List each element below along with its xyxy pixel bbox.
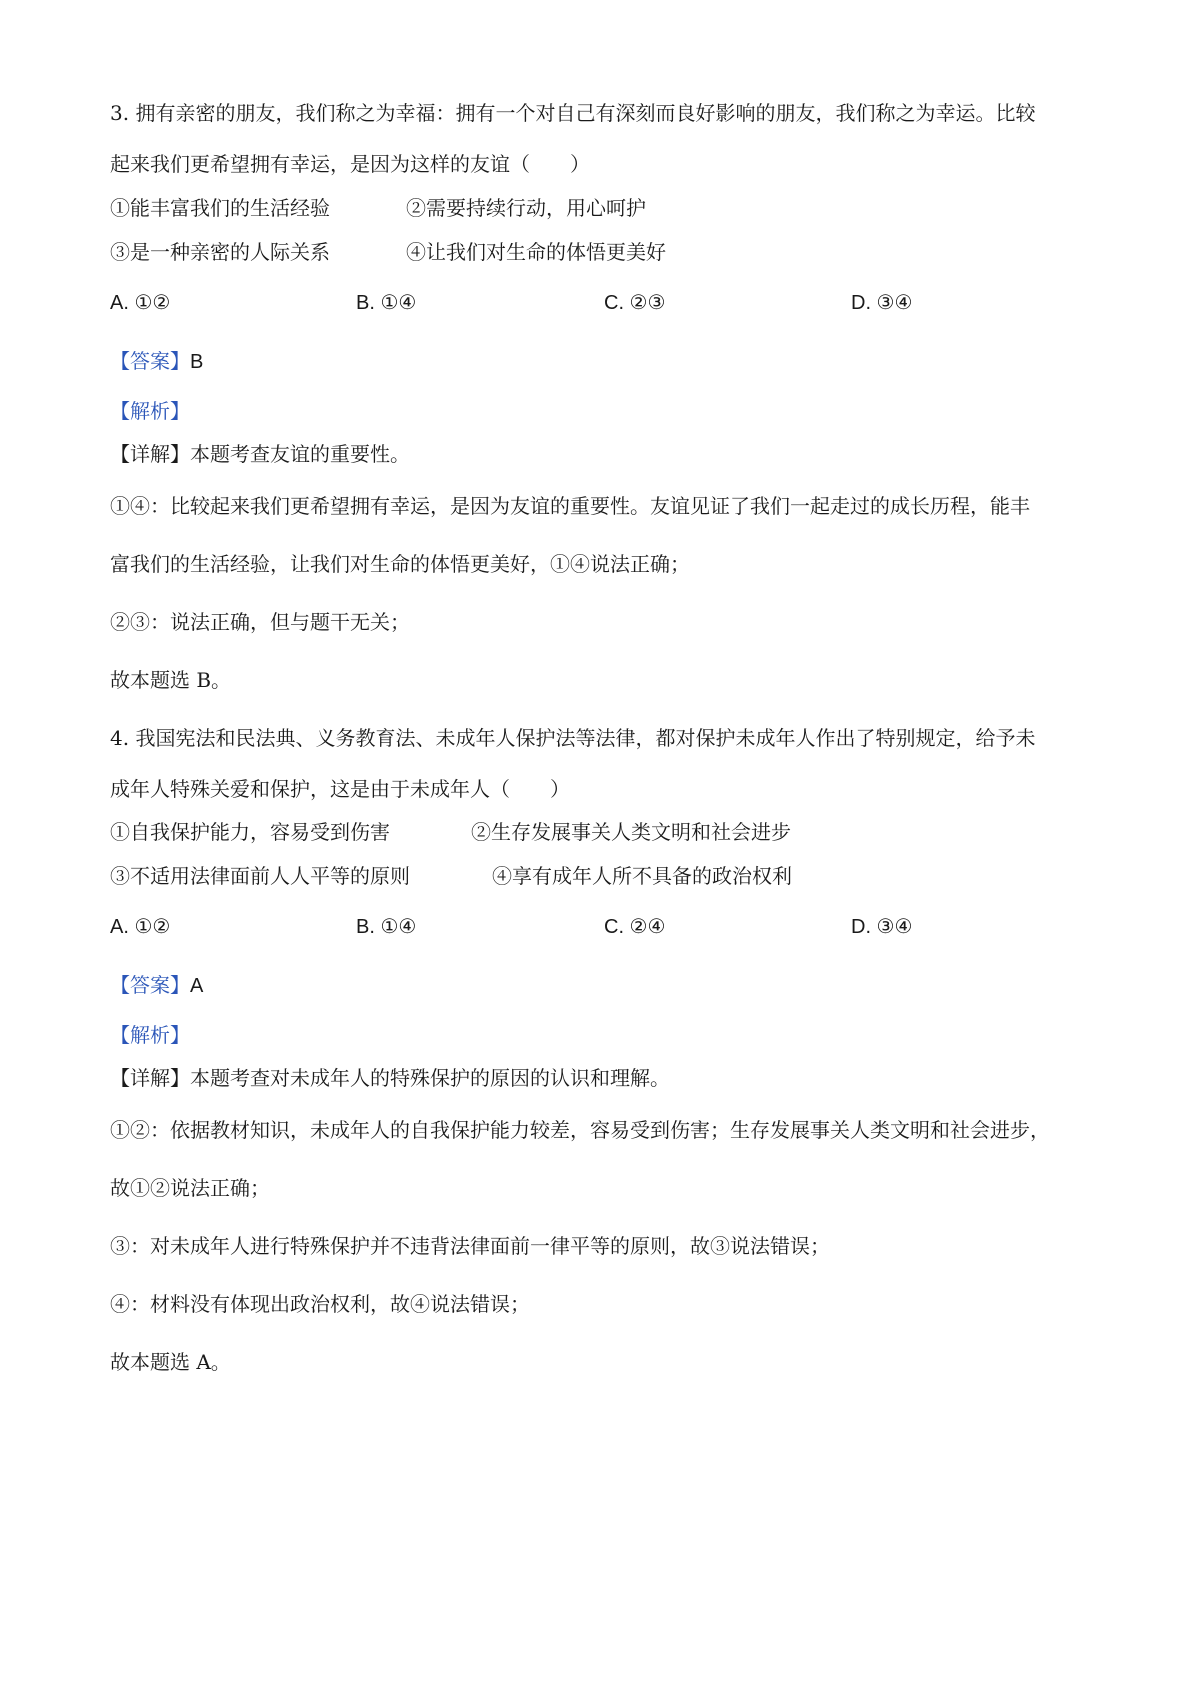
q4-explanation-1a: ①②：依据教材知识，未成年人的自我保护能力较差，容易受到伤害；生存发展事关人类文明和社会进步，	[110, 1118, 1050, 1142]
q3-explanation-1b: 富我们的生活经验，让我们对生命的体悟更美好，①④说法正确；	[110, 552, 690, 576]
q4-option-b: B. ①④	[356, 916, 417, 938]
q3-detail	[110, 440, 410, 468]
q4-statement-1: ①自我保护能力，容易受到伤害	[110, 820, 390, 844]
q3-detail-tag: 【详解】	[110, 442, 190, 466]
q3-answer-value: B	[190, 351, 204, 373]
q4-explanation-2: ③：对未成年人进行特殊保护并不违背法律面前一律平等的原则，故③说法错误；	[110, 1234, 830, 1258]
q4-stem-line-2: 成年人特殊关爱和保护，这是由于未成年人（ ）	[110, 777, 570, 801]
q3-detail-intro: 本题考查友谊的重要性。	[190, 442, 410, 466]
q3-statement-4: ④让我们对生命的体悟更美好	[406, 240, 666, 264]
q4-answer	[110, 971, 203, 1000]
q4-analysis-tag: 【解析】	[110, 1023, 190, 1047]
q4-conclusion: 故本题选 A。	[110, 1350, 231, 1374]
q3-option-b: B. ①④	[356, 292, 417, 314]
q4-statement-4: ④享有成年人所不具备的政治权利	[492, 864, 792, 888]
q3-answer	[110, 347, 203, 376]
q4-option-a: A. ①②	[110, 916, 171, 938]
q4-detail-tag: 【详解】	[110, 1066, 190, 1090]
q4-option-c: C. ②④	[604, 916, 666, 938]
q3-statement-2: ②需要持续行动，用心呵护	[406, 196, 646, 220]
q3-option-a: A. ①②	[110, 292, 171, 314]
q3-answer-tag: 【答案】	[110, 349, 190, 373]
q3-option-c: C. ②③	[604, 292, 666, 314]
q4-answer-value: A	[190, 975, 204, 997]
q4-statement-2: ②生存发展事关人类文明和社会进步	[471, 820, 791, 844]
q3-explanation-1a: ①④：比较起来我们更希望拥有幸运，是因为友谊的重要性。友谊见证了我们一起走过的成长历程，能丰	[110, 494, 1030, 518]
q3-option-d: D. ③④	[851, 292, 913, 314]
q3-conclusion: 故本题选 B。	[110, 668, 232, 692]
q4-statement-3: ③不适用法律面前人人平等的原则	[110, 864, 410, 888]
q3-stem-line-2: 起来我们更希望拥有幸运，是因为这样的友谊（ ）	[110, 152, 590, 176]
q4-option-d: D. ③④	[851, 916, 913, 938]
q3-stem-line-1: 3. 拥有亲密的朋友，我们称之为幸福：拥有一个对自己有深刻而良好影响的朋友，我们称之为幸运。比较	[110, 101, 1036, 125]
q3-analysis-tag: 【解析】	[110, 399, 190, 423]
q4-answer-tag: 【答案】	[110, 973, 190, 997]
q4-detail-intro: 本题考查对未成年人的特殊保护的原因的认识和理解。	[190, 1066, 670, 1090]
q4-detail	[110, 1064, 670, 1092]
q4-explanation-1b: 故①②说法正确；	[110, 1176, 270, 1200]
q3-statement-1: ①能丰富我们的生活经验	[110, 196, 330, 220]
q3-statement-3: ③是一种亲密的人际关系	[110, 240, 330, 264]
q4-stem-line-1: 4. 我国宪法和民法典、义务教育法、未成年人保护法等法律，都对保护未成年人作出了特别规定，给予未	[110, 726, 1036, 750]
q3-explanation-2: ②③：说法正确，但与题干无关；	[110, 610, 410, 634]
q4-explanation-3: ④：材料没有体现出政治权利，故④说法错误；	[110, 1292, 530, 1316]
